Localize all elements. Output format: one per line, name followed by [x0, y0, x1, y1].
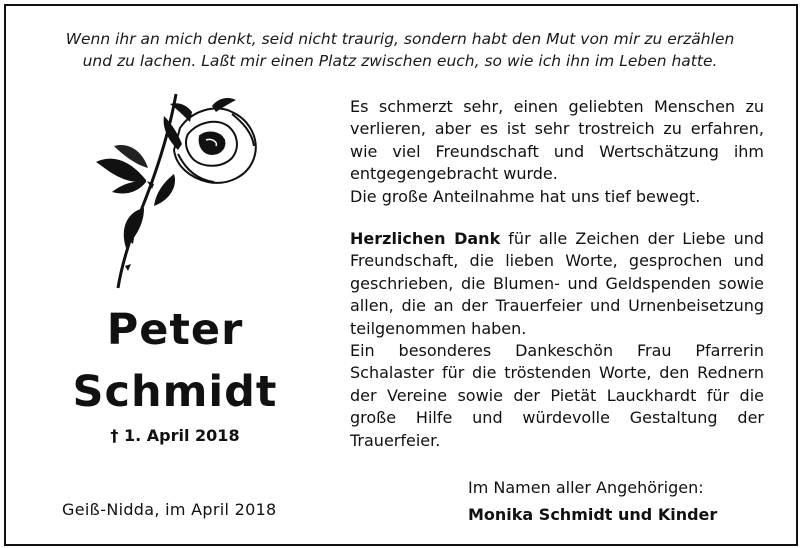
- place-and-date: Geiß-Nidda, im April 2018: [62, 500, 277, 519]
- death-date: † 1. April 2018: [110, 426, 240, 445]
- motto-line-1: Wenn ihr an mich denkt, seid nicht traurig, sondern habt den Mut von mir zu erzählen: [65, 30, 735, 48]
- deceased-first-name: Peter: [106, 305, 244, 355]
- signature-intro: Im Namen aller Angehörigen:: [468, 478, 704, 497]
- condolence-text: Es schmerzt sehr, einen geliebten Menschen zu verlieren, aber es ist sehr trostreich zu erfahren, wie viel Freundschaft und Wertschätzung ihm entgegengebracht wurde.: [350, 97, 764, 184]
- motto-line-2: und zu lachen. Laßt mir einen Platz zwischen euch, so wie ich ihn im Leben hatte.: [82, 52, 718, 70]
- motto-quote: [0, 28, 800, 72]
- condolence-text-2: Die große Anteilnahme hat uns tief bewegt.: [350, 186, 701, 206]
- rose-illustration: [82, 88, 272, 293]
- thanks-heading: Herzlichen Dank: [350, 229, 501, 248]
- thanks-body: [350, 228, 764, 340]
- thanks-text: für alle Zeichen der Liebe und Freundschaft, die lieben Worte, gesprochen und geschrieben, die Blumen- und Geldspenden sowie allen, die an der Trauerfeier und Urnenbeisetzung teilgenommen haben.: [350, 229, 765, 338]
- thanks-paragraph: [350, 228, 764, 452]
- deceased-last-name: Schmidt: [72, 367, 278, 417]
- thanks-text-2: Ein besonderes Dankeschön Frau Pfarrerin Schalaster für die tröstenden Worte, den Rednern der Vereine sowie der Pietät Lauckhardt für die große Hilfe und würdevolle Gestaltung der Trauerfeier.: [350, 341, 764, 450]
- signature-names: Monika Schmidt und Kinder: [468, 505, 718, 524]
- condolence-paragraph: [350, 96, 764, 208]
